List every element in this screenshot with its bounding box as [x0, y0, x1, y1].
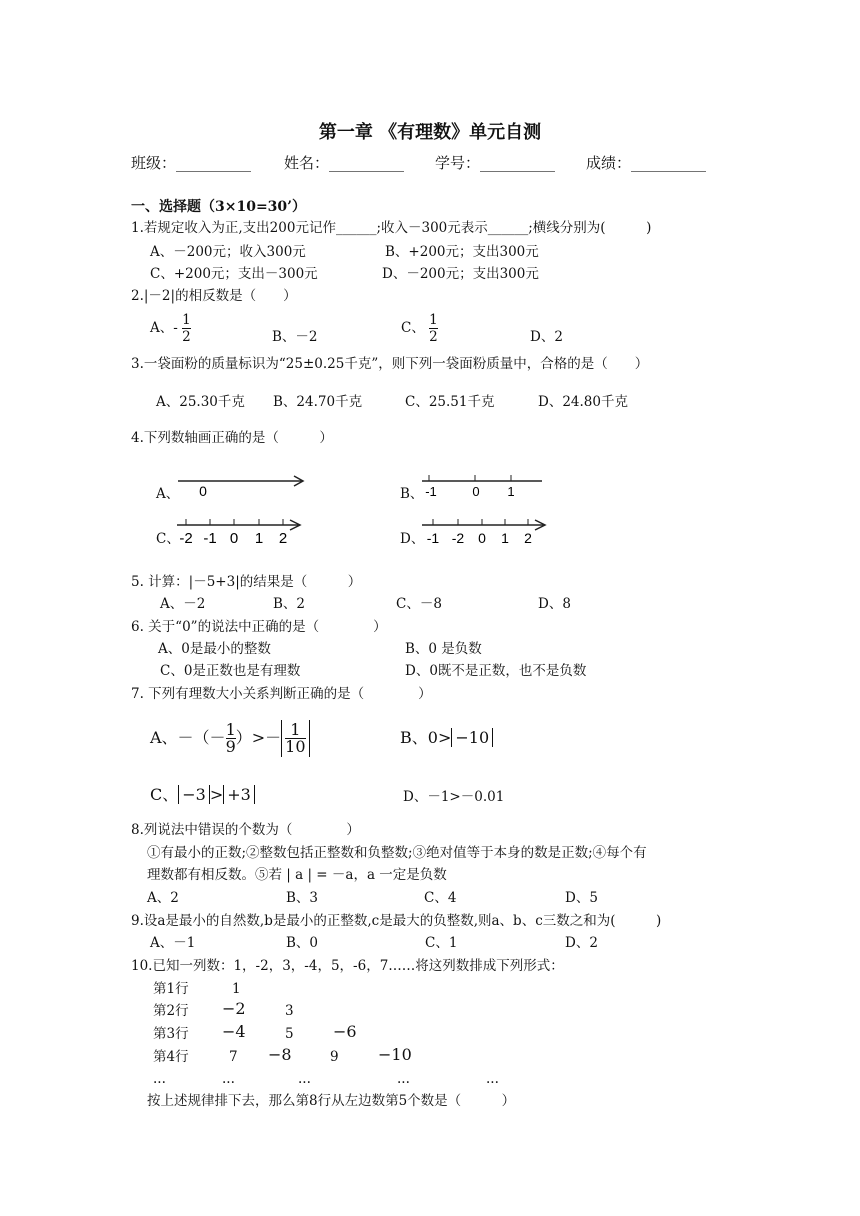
- q1-stem: 1.若规定收入为正,支出200元记作______;收入－300元表示______;横线分别为( ): [131, 220, 652, 236]
- row-value: −10: [378, 1045, 412, 1064]
- q5-option-b: B、2: [273, 596, 306, 612]
- q2-option-d: D、2: [530, 329, 563, 345]
- tick-label: 0: [478, 530, 486, 546]
- q5-stem: 5. 计算：|－5+3|的结果是（ ）: [131, 574, 362, 590]
- q4-option-a-label: A、: [156, 486, 180, 502]
- page-title: 第一章 《有理数》单元自测: [318, 122, 542, 143]
- q9-option-c: C、1: [425, 935, 458, 951]
- q4-number-line-b: [420, 470, 546, 500]
- q2-option-c: C、 $\frac{1}{2}$: [401, 312, 438, 345]
- row-label: 第3行: [153, 1026, 189, 1042]
- tick-label: -1: [425, 484, 437, 499]
- tick-label: 2: [524, 530, 532, 546]
- row-value: 5: [285, 1026, 294, 1042]
- q3-option-d: D、24.80千克: [538, 394, 628, 410]
- q4-option-d-label: D、: [400, 531, 425, 547]
- row-value: 3: [285, 1003, 294, 1019]
- q8-option-d: D、5: [565, 890, 598, 906]
- tick-label: -1: [426, 530, 440, 546]
- q1-option-c: C、+200元；支出－300元: [150, 266, 318, 282]
- row-label: 第1行: [153, 981, 189, 997]
- ellipsis: ...: [298, 1071, 311, 1087]
- tick-label: -2: [451, 530, 465, 546]
- q9-stem: 9.设a是最小的自然数,b是最小的正整数,c是最大的负整数,则a、b、c三数之和为( ): [131, 913, 662, 929]
- q5-option-d: D、8: [538, 596, 571, 612]
- class-field: 班级：__________: [131, 154, 252, 172]
- q1-option-b: B、+200元；支出300元: [385, 244, 539, 260]
- row-value: −4: [222, 1022, 246, 1041]
- ellipsis: ...: [486, 1071, 499, 1087]
- q3-stem: 3.一袋面粉的质量标识为“25±0.25千克”，则下列一袋面粉质量中，合格的是（ ）: [131, 356, 649, 372]
- q6-option-c: C、0是正数也是有理数: [160, 663, 301, 679]
- row-value: −8: [268, 1045, 292, 1064]
- q9-option-d: D、2: [565, 935, 598, 951]
- q7-option-a: A、－（－ $\frac{1}{9}$ ）>－ $\frac{1}{10}$: [150, 720, 310, 757]
- q5-option-c: C、－8: [396, 596, 442, 612]
- q3-option-a: A、25.30千克: [156, 394, 245, 410]
- q2-option-a: A、- $\frac{1}{2}$: [150, 312, 191, 345]
- tick-label: 1: [507, 484, 515, 499]
- row-value: 7: [229, 1049, 238, 1065]
- name-field: 姓名：__________: [284, 154, 405, 172]
- q4-number-line-a: [176, 470, 310, 500]
- row-value: 9: [330, 1049, 339, 1065]
- q7-option-d: D、－1>－0.01: [403, 789, 505, 805]
- row-value: −6: [333, 1022, 357, 1041]
- q7-option-c: C、 −3 > +3: [150, 785, 255, 805]
- student-id-field: 学号：__________: [435, 154, 556, 172]
- q8-option-c: C、4: [424, 890, 457, 906]
- q2-stem: 2.|－2|的相反数是（ ）: [131, 288, 297, 304]
- q8-option-b: B、3: [286, 890, 319, 906]
- q4-stem: 4.下列数轴画正确的是（ ）: [131, 430, 333, 446]
- tick-label: -2: [179, 530, 193, 547]
- tick-label: 0: [199, 483, 207, 499]
- q2-option-b: B、－2: [272, 329, 318, 345]
- q10-stem: 10.已知一列数：1，-2，3，-4，5，-6，7……将这列数排成下列形式：: [131, 958, 564, 974]
- q4-number-line-c: [175, 514, 305, 548]
- q8-statement-line1: ①有最小的正数;②整数包括正整数和负整数;③绝对值等于本身的数是正数;④每个有: [147, 845, 647, 861]
- q7-option-b: B、0> −10: [400, 728, 493, 748]
- q1-option-d: D、－200元；支出300元: [382, 266, 539, 282]
- row-label: 第2行: [153, 1003, 189, 1019]
- tick-label: -1: [203, 530, 217, 547]
- q7-stem: 7. 下列有理数大小关系判断正确的是（ ）: [131, 686, 432, 702]
- tick-label: 2: [278, 530, 288, 547]
- q8-statement-line2: 理数都有相反数。⑤若 | a | = －a，a 一定是负数: [147, 867, 447, 883]
- ellipsis: ...: [153, 1071, 166, 1087]
- q8-option-a: A、2: [147, 890, 179, 906]
- ellipsis: ...: [222, 1071, 235, 1087]
- q3-option-b: B、24.70千克: [273, 394, 363, 410]
- q9-option-a: A、－1: [150, 935, 196, 951]
- q4-number-line-d: [420, 514, 550, 548]
- row-value: −2: [222, 999, 246, 1018]
- q4-option-b-label: B、: [400, 486, 424, 502]
- q5-option-a: A、－2: [160, 596, 206, 612]
- score-field: 成绩：__________: [586, 154, 707, 172]
- q3-option-c: C、25.51千克: [405, 394, 495, 410]
- q6-option-d: D、0既不是正数，也不是负数: [405, 663, 587, 679]
- q10-question: 按上述规律排下去，那么第8行从左边数第5个数是（ ）: [147, 1093, 516, 1109]
- tick-label: 0: [472, 484, 480, 499]
- q8-stem: 8.列说法中错误的个数为（ ）: [131, 822, 360, 838]
- row-value: 1: [232, 981, 241, 997]
- row-label: 第4行: [153, 1049, 189, 1065]
- q6-stem: 6. 关于“0”的说法中正确的是（ ）: [131, 619, 387, 635]
- q6-option-b: B、0 是负数: [405, 641, 482, 657]
- tick-label: 0: [229, 530, 239, 547]
- q6-option-a: A、0是最小的整数: [158, 641, 271, 657]
- ellipsis: ...: [397, 1071, 410, 1087]
- section-title: 一、选择题（3×10=30’）: [131, 199, 307, 215]
- q4-option-c-label: C、: [156, 531, 180, 547]
- q9-option-b: B、0: [286, 935, 319, 951]
- tick-label: 1: [254, 530, 264, 547]
- q1-option-a: A、－200元；收入300元: [150, 244, 306, 260]
- tick-label: 1: [501, 530, 509, 546]
